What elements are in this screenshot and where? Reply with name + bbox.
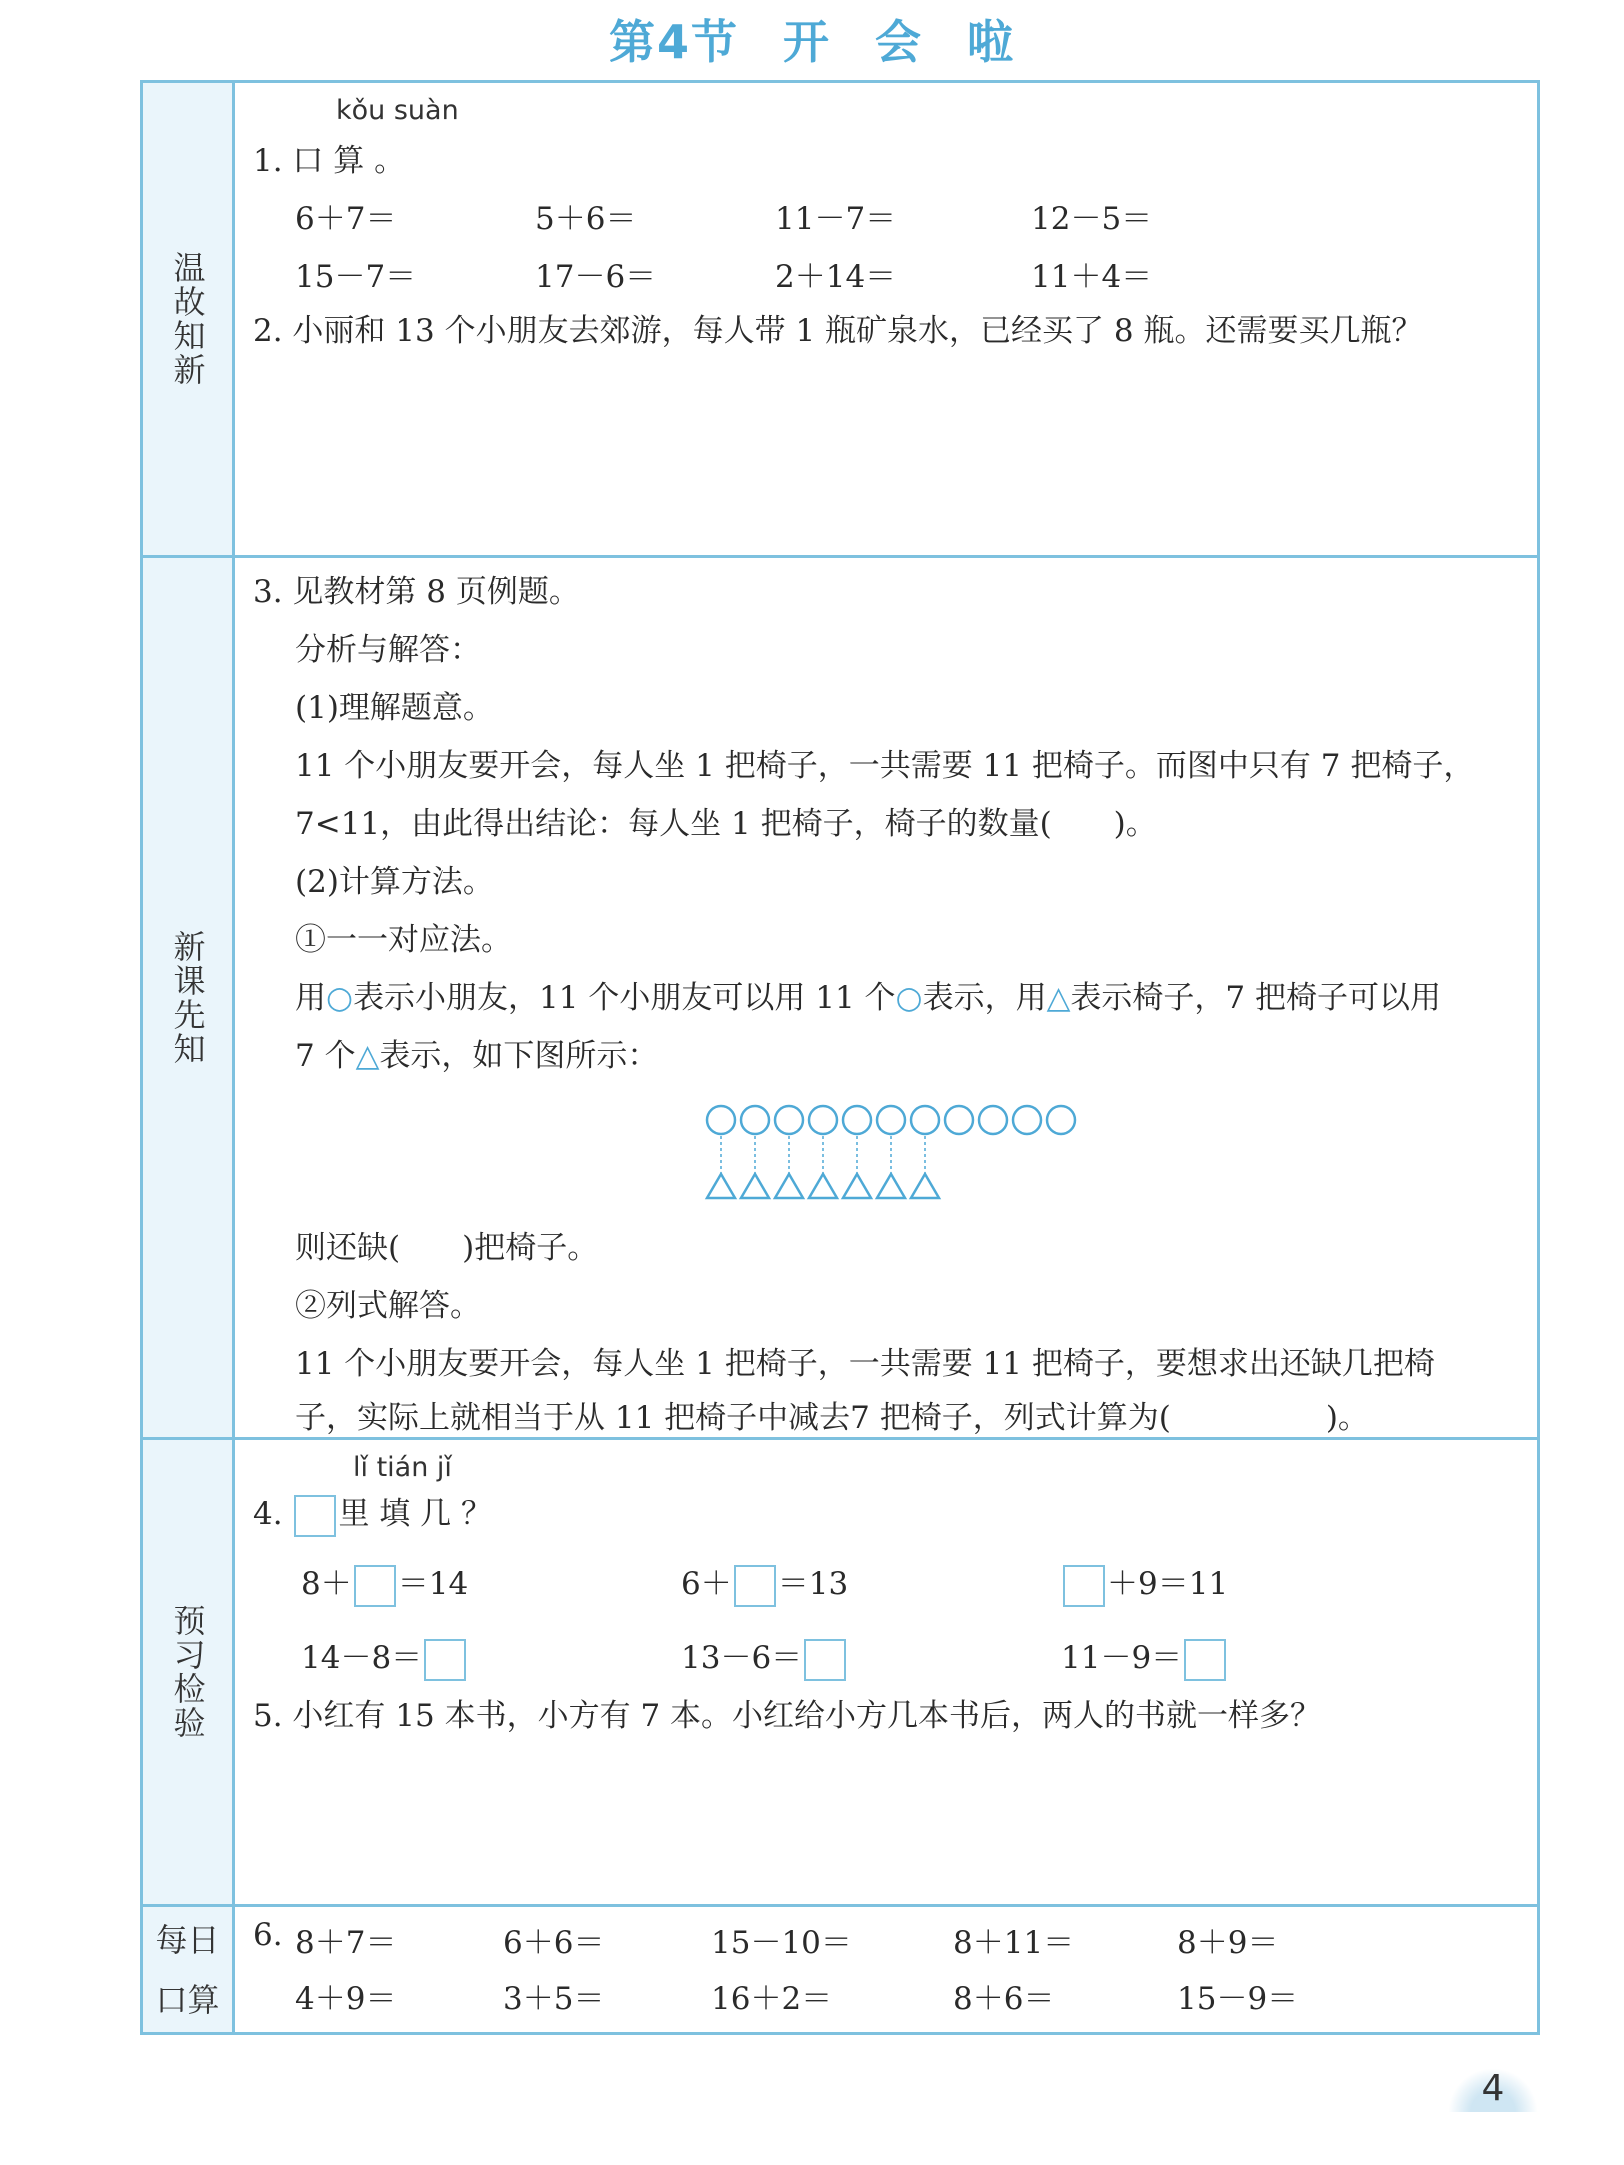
circle-icon: ○: [326, 980, 354, 1016]
answer-box[interactable]: [734, 1565, 776, 1607]
question-1: 1. 口 算 。: [253, 143, 406, 179]
section-content: [253, 83, 1527, 555]
section-number: 第4节: [608, 15, 739, 69]
child-circle: [1047, 1106, 1075, 1134]
calc-item: 11－7＝: [775, 201, 897, 237]
equation-part: 6＋: [681, 1566, 732, 1602]
text-line: 7<11，由此得出结论：每人坐 1 把椅子，椅子的数量( )。: [295, 806, 1157, 842]
text-line: (1)理解题意。: [295, 690, 494, 726]
one-to-one-diagram: [703, 1098, 1103, 1208]
calc-item: 8＋7＝: [295, 1925, 397, 1961]
pinyin: kǒu suàn: [336, 95, 459, 126]
child-circle: [843, 1106, 871, 1134]
equation-part: ＝13: [777, 1566, 849, 1602]
section-review: [143, 83, 1537, 558]
text-line: ②列式解答。: [295, 1288, 481, 1324]
text-segment: 表示椅子，7 把椅子可以用: [1070, 980, 1441, 1016]
calc-item: 6＋7＝: [295, 201, 397, 237]
fill-item: [1061, 1632, 1228, 1681]
text-segment: 用: [295, 980, 326, 1016]
chair-triangle: [911, 1174, 939, 1198]
child-circle: [911, 1106, 939, 1134]
answer-box[interactable]: [1063, 1565, 1105, 1607]
text-segment: 表示，用: [922, 980, 1047, 1016]
child-circle: [707, 1106, 735, 1134]
worksheet-frame: [140, 80, 1540, 2035]
question-number: 4.: [253, 1496, 283, 1532]
child-circle: [741, 1106, 769, 1134]
question-4: [253, 1488, 492, 1537]
calc-item: 11＋4＝: [1031, 259, 1153, 295]
question-2: 2. 小丽和 13 个小朋友去郊游，每人带 1 瓶矿泉水，已经买了 8 瓶。还需要买几瓶？: [253, 313, 1423, 349]
calc-item: 3＋5＝: [503, 1981, 605, 2017]
page-title: [0, 6, 1624, 72]
text-line: 子，实际上就相当于从 11 把椅子中减去7 把椅子，列式计算为( )。: [295, 1400, 1369, 1436]
section-content: [253, 558, 1527, 1437]
title-char-3: 啦: [967, 15, 1015, 69]
chair-triangle: [707, 1174, 735, 1198]
pinyin: lǐ tián jǐ: [353, 1452, 452, 1483]
chair-triangle: [809, 1174, 837, 1198]
section-preview: [143, 558, 1537, 1440]
text-line: 分析与解答：: [295, 632, 481, 668]
section-label: 每日: [155, 1920, 220, 1959]
question-3: 3. 见教材第 8 页例题。: [253, 574, 580, 610]
equation-part: ＝14: [397, 1566, 469, 1602]
calc-item: 6＋6＝: [503, 1925, 605, 1961]
calc-item: 12－5＝: [1031, 201, 1153, 237]
text-line: 11 个小朋友要开会，每人坐 1 把椅子，一共需要 11 把椅子，要想求出还缺几把椅: [295, 1346, 1435, 1382]
section-label: 口算: [155, 1980, 220, 2019]
text-segment: 表示小朋友，11 个小朋友可以用 11 个: [353, 980, 896, 1016]
equation-part: 8＋: [301, 1566, 352, 1602]
chair-triangle: [775, 1174, 803, 1198]
calc-item: 17－6＝: [535, 259, 657, 295]
section-daily: [143, 1907, 1537, 2032]
section-sidebar: [143, 1907, 235, 2032]
child-circle: [979, 1106, 1007, 1134]
section-label: 新课先知: [168, 929, 207, 1066]
child-circle: [877, 1106, 905, 1134]
chair-triangle: [741, 1174, 769, 1198]
child-circle: [809, 1106, 837, 1134]
answer-box[interactable]: [354, 1565, 396, 1607]
title-char-1: 开: [783, 15, 831, 69]
text-line: 11 个小朋友要开会，每人坐 1 把椅子，一共需要 11 把椅子。而图中只有 7 把椅子，: [295, 748, 1475, 784]
question-5: 5. 小红有 15 本书，小方有 7 本。小红给小方几本书后，两人的书就一样多？: [253, 1698, 1322, 1734]
chair-triangle: [843, 1174, 871, 1198]
calc-item: 15－9＝: [1177, 1981, 1299, 2017]
calc-item: 16＋2＝: [711, 1981, 833, 2017]
fill-item: [1061, 1558, 1228, 1607]
question-number: 6.: [253, 1917, 283, 1953]
section-check: [143, 1440, 1537, 1907]
triangle-icon: △: [355, 1038, 380, 1074]
calc-item: 8＋11＝: [953, 1925, 1075, 1961]
calc-item: 15－7＝: [295, 259, 417, 295]
section-content: [253, 1907, 1527, 2032]
text-line: ①一一对应法。: [295, 922, 512, 958]
circle-icon: ○: [895, 980, 923, 1016]
equation-part: 11－9＝: [1061, 1640, 1183, 1676]
triangle-icon: △: [1046, 980, 1071, 1016]
text-line: [295, 972, 1441, 1017]
child-circle: [775, 1106, 803, 1134]
section-sidebar: [143, 1440, 235, 1904]
section-content: [253, 1440, 1527, 1904]
text-line: [295, 1030, 658, 1075]
calc-item: 8＋9＝: [1177, 1925, 1279, 1961]
calc-item: 8＋6＝: [953, 1981, 1055, 2017]
section-sidebar: [143, 558, 235, 1437]
fill-item: [301, 1632, 468, 1681]
text-segment: 7 个: [295, 1038, 356, 1074]
question-text: 里 填 几 ？: [338, 1496, 492, 1532]
equation-part: ＋9＝11: [1107, 1566, 1229, 1602]
answer-box[interactable]: [1184, 1639, 1226, 1681]
text-line: 则还缺( )把椅子。: [295, 1230, 599, 1266]
calc-item: 5＋6＝: [535, 201, 637, 237]
page-number: 4: [1448, 2068, 1538, 2112]
title-char-2: 会: [875, 15, 923, 69]
equation-part: 13－6＝: [681, 1640, 803, 1676]
calc-item: 2＋14＝: [775, 259, 897, 295]
calc-item: 4＋9＝: [295, 1981, 397, 2017]
text-segment: 表示，如下图所示：: [379, 1038, 659, 1074]
text-line: (2)计算方法。: [295, 864, 494, 900]
chair-triangle: [877, 1174, 905, 1198]
fill-item: [301, 1558, 468, 1607]
section-label: 温故知新: [168, 251, 207, 387]
section-label: 预习检验: [168, 1604, 207, 1740]
child-circle: [1013, 1106, 1041, 1134]
fill-item: [681, 1632, 848, 1681]
calc-item: 15－10＝: [711, 1925, 852, 1961]
answer-box[interactable]: [424, 1639, 466, 1681]
equation-part: 14－8＝: [301, 1640, 423, 1676]
fill-item: [681, 1558, 848, 1607]
section-sidebar: [143, 83, 235, 555]
answer-box[interactable]: [294, 1495, 336, 1537]
answer-box[interactable]: [804, 1639, 846, 1681]
child-circle: [945, 1106, 973, 1134]
